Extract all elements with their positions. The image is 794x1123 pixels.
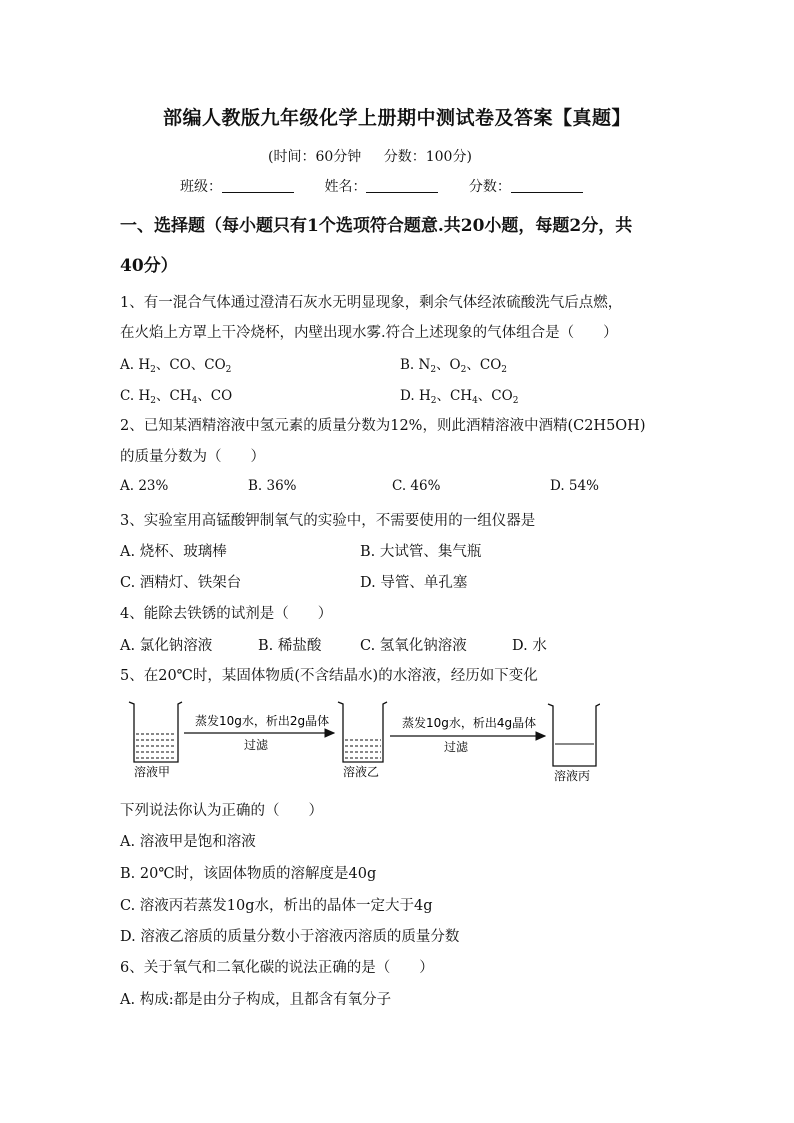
question-1-option-b: B. $N_2$、$O_2$、$CO_2$ — [400, 357, 508, 375]
step-1-condition: 蒸发10g水，析出2g晶体 — [195, 714, 330, 728]
question-2-option-b: B. 36% — [248, 478, 297, 494]
question-5-prompt: 下列说法你认为正确的（ ） — [120, 803, 323, 819]
question-2-option-a: A. 23% — [120, 478, 169, 494]
page-title: 部编人教版九年级化学上册期中测试卷及答案【真题】 — [162, 107, 631, 129]
question-5-option-c: C. 溶液丙若蒸发10g水，析出的晶体一定大于4g — [120, 898, 433, 914]
question-4-option-d: D. 水 — [512, 638, 547, 654]
exam-time: (时间：60分钟 — [268, 149, 362, 165]
class-blank[interactable] — [222, 178, 294, 193]
question-2-stem-cont: 的质量分数为（ ） — [120, 449, 265, 465]
question-3-stem: 3、实验室用高锰酸钾制氧气的实验中，不需要使用的一组仪器是 — [120, 513, 536, 529]
question-1-stem-cont: 在火焰上方罩上干冷烧杯，内壁出现水雾.符合上述现象的气体组合是（ ） — [120, 325, 618, 341]
exam-meta — [268, 146, 490, 166]
question-2-stem: 2、已知某酒精溶液中氢元素的质量分数为12%，则此酒精溶液中酒精(C2H5OH) — [120, 418, 646, 434]
question-4-option-b: B. 稀盐酸 — [258, 638, 322, 654]
evaporation-diagram — [120, 696, 600, 788]
question-3-option-b: B. 大试管、集气瓶 — [360, 544, 482, 560]
question-3-option-a: A. 烧杯、玻璃棒 — [120, 544, 227, 560]
student-info-fields — [180, 176, 609, 196]
question-1-option-a: A. $H_2$、CO、$CO_2$ — [120, 357, 232, 375]
question-2-option-d: D. 54% — [550, 478, 599, 494]
question-1-option-d: D. $H_2$、$CH_4$、$CO_2$ — [400, 388, 519, 406]
question-6-stem: 6、关于氧气和二氧化碳的说法正确的是（ ） — [120, 960, 434, 976]
question-6-option-a: A. 构成:都是由分子构成，且都含有氧分子 — [120, 992, 392, 1008]
beaker-jia-icon — [129, 702, 182, 762]
question-3-option-c: C. 酒精灯、铁架台 — [120, 575, 242, 591]
score-field: 分数： — [469, 176, 583, 196]
question-5-stem: 5、在20℃时，某固体物质(不含结晶水)的水溶液，经历如下变化 — [120, 668, 538, 684]
step-2-condition: 蒸发10g水，析出4g晶体 — [402, 716, 537, 730]
beaker-jia-label: 溶液甲 — [134, 765, 171, 779]
class-field: 班级： — [180, 176, 294, 196]
question-4-stem: 4、能除去铁锈的试剂是（ ） — [120, 606, 333, 622]
beaker-bing-label: 溶液丙 — [554, 769, 591, 783]
beaker-yi-label: 溶液乙 — [343, 765, 380, 779]
step-2-filter: 过滤 — [444, 740, 469, 754]
name-field: 姓名： — [324, 176, 438, 196]
section-heading-cont: 40分） — [120, 256, 178, 276]
beaker-bing-icon — [548, 704, 600, 766]
question-1-option-c: C. $H_2$、$CH_4$、CO — [120, 388, 233, 406]
exam-score: 分数：100分) — [383, 149, 472, 165]
question-4-option-a: A. 氯化钠溶液 — [120, 638, 213, 654]
question-4-option-c: C. 氢氧化钠溶液 — [360, 638, 467, 654]
question-1-stem: 1、有一混合气体通过澄清石灰水无明显现象，剩余气体经浓硫酸洗气后点燃， — [120, 295, 623, 311]
question-3-option-d: D. 导管、单孔塞 — [360, 575, 468, 591]
question-5-option-b: B. 20℃时，该固体物质的溶解度是40g — [120, 866, 377, 882]
beaker-yi-icon — [338, 702, 387, 762]
score-blank[interactable] — [511, 178, 583, 193]
question-5-option-a: A. 溶液甲是饱和溶液 — [120, 834, 256, 850]
question-2-option-c: C. 46% — [392, 478, 441, 494]
name-blank[interactable] — [366, 178, 438, 193]
question-5-option-d: D. 溶液乙溶质的质量分数小于溶液丙溶质的质量分数 — [120, 929, 460, 945]
section-heading: 一、选择题（每小题只有1个选项符合题意.共20小题，每题2分，共 — [120, 216, 633, 236]
step-1-filter: 过滤 — [244, 738, 269, 752]
